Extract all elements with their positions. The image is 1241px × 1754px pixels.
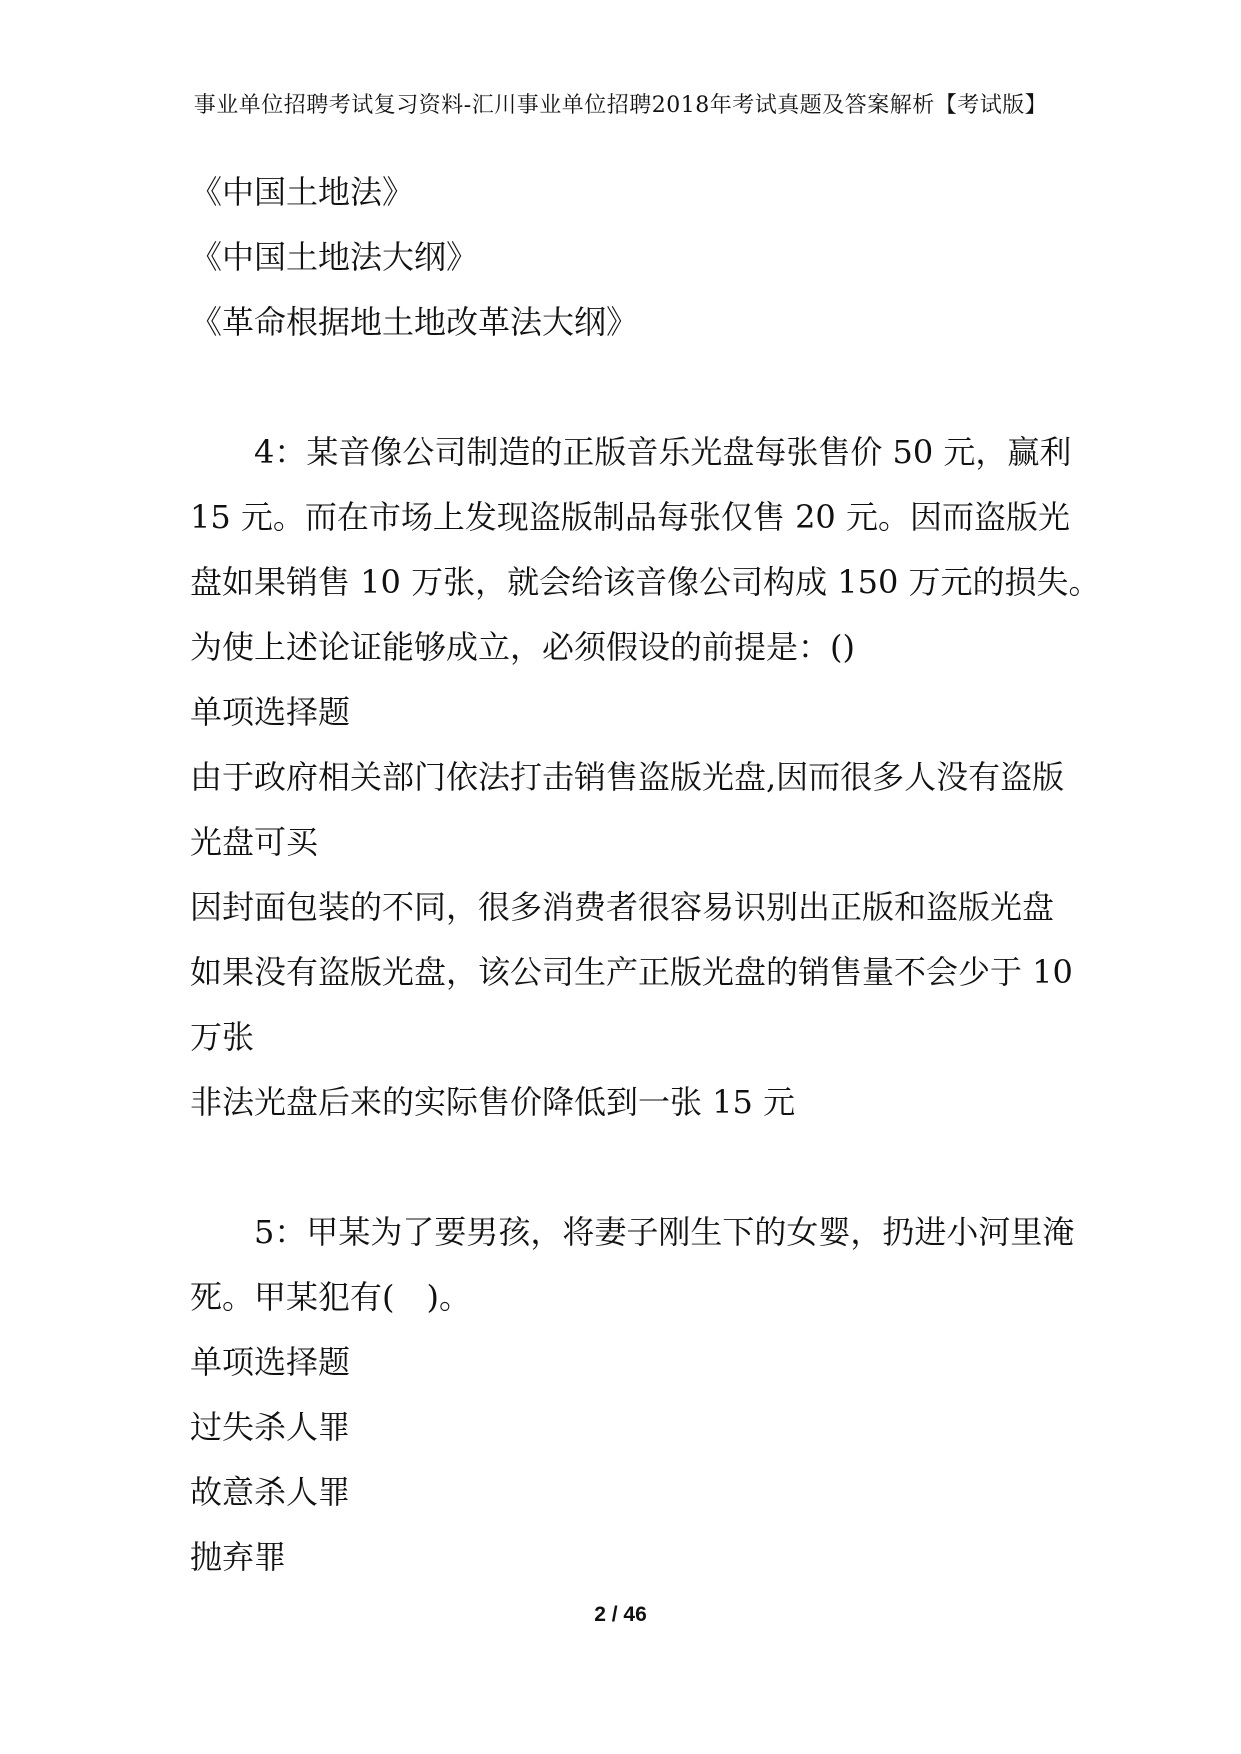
question-5-stem: 死。甲某犯有( )。 xyxy=(190,1278,471,1316)
question-4-option: 万张 xyxy=(190,1018,255,1056)
question-4-option: 非法光盘后来的实际售价降低到一张 15 元 xyxy=(190,1083,796,1121)
question-4-type: 单项选择题 xyxy=(190,693,351,731)
question-5-option: 故意杀人罪 xyxy=(190,1473,351,1511)
question-4-stem: 为使上述论证能够成立，必须假设的前提是：() xyxy=(190,628,855,666)
question-4-option: 如果没有盗版光盘，该公司生产正版光盘的销售量不会少于 10 xyxy=(190,953,1073,991)
page-number: 2 / 46 xyxy=(594,1603,647,1626)
prev-question-option: 《革命根据地土地改革法大纲》 xyxy=(190,303,639,341)
question-4-stem: 4：某音像公司制造的正版音乐光盘每张售价 50 元，赢利 xyxy=(254,433,1072,471)
question-4-option: 由于政府相关部门依法打击销售盗版光盘,因而很多人没有盗版 xyxy=(190,758,1065,796)
document-body xyxy=(190,160,1101,1590)
question-4-option: 光盘可买 xyxy=(190,823,319,861)
page-header: 事业单位招聘考试复习资料-汇川事业单位招聘2018年考试真题及答案解析【考试版】 xyxy=(193,93,1048,118)
question-4-option: 因封面包装的不同，很多消费者很容易识别出正版和盗版光盘 xyxy=(190,888,1055,926)
question-5-type: 单项选择题 xyxy=(190,1343,351,1381)
question-4-stem: 15 元。而在市场上发现盗版制品每张仅售 20 元。因而盗版光 xyxy=(190,498,1070,536)
spacer xyxy=(190,355,1070,420)
question-5-stem: 5：甲某为了要男孩，将妻子刚生下的女婴，扔进小河里淹 xyxy=(254,1213,1075,1251)
question-5-option: 过失杀人罪 xyxy=(190,1408,351,1446)
spacer xyxy=(190,1135,1070,1200)
question-5-option: 抛弃罪 xyxy=(190,1538,287,1576)
prev-question-option: 《中国土地法》 xyxy=(190,173,415,211)
question-4-stem: 盘如果销售 10 万张，就会给该音像公司构成 150 万元的损失。 xyxy=(190,563,1101,601)
prev-question-option: 《中国土地法大纲》 xyxy=(190,238,479,276)
